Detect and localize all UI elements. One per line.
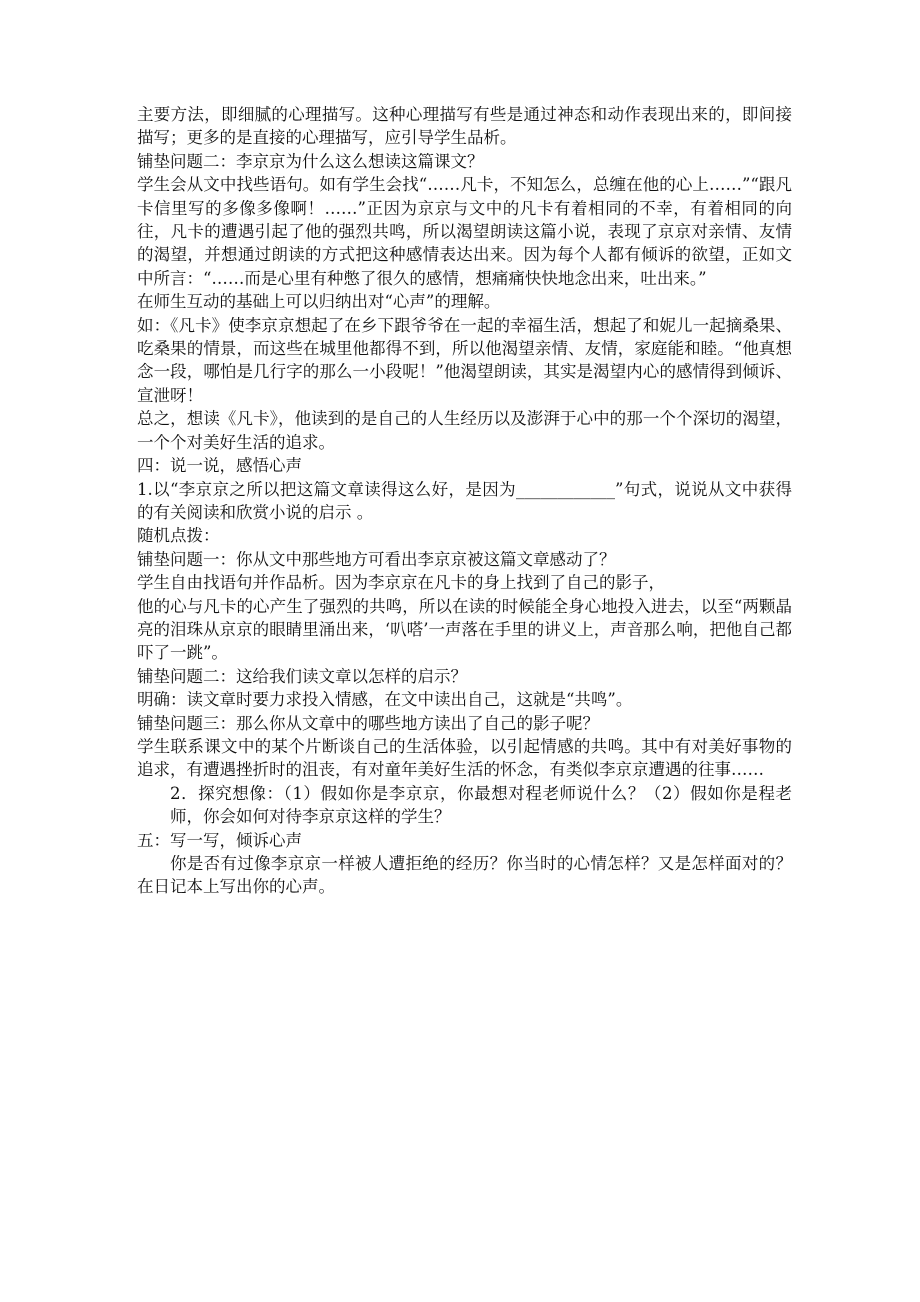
exercise-two: 2．探究想像：（1）假如你是李京京，你最想对程老师说什么？（2）假如你是程老师，你会如何对待李京京这样的学生？ — [170, 783, 792, 827]
question-two-inspiration: 铺垫问题二：这给我们读文章以怎样的启示？ — [137, 666, 467, 686]
paragraph-student-analysis-intro: 学生自由找语句并作品析。因为李京京在凡卡的身上找到了自己的影子， — [137, 573, 665, 593]
paragraph-resonance: 他的心与凡卡的心产生了强烈的共鸣，所以在读的时候能全身心地投入进去，以至“两颗晶亮的泪珠从京京的眼睛里涌出来，‘叭嗒’一声落在手里的讲义上，声音那么响，把他自己都吓了一跳”。 — [137, 596, 792, 663]
paragraph-clarify: 明确：读文章时要力求投入情感，在文中读出自己，这就是“共鸣”。 — [137, 690, 633, 710]
paragraph-student-quotes: 学生会从文中找些语句。如有学生会找“……凡卡，不知怎么，总缠在他的心上……”“跟凡卡信里写的多像多像啊！……”正因为京京与文中的凡卡有着相同的不幸，有着相同的向往，凡卡的遭遇引起了他的强烈共鸣，所以渴望朗读这篇小说，表现了京京对亲情、友情的渴望，并想通过朗读的方式把这种感情表达出来。因为每个人都有倾诉的欲望，正如文中所言：“……而是心里有种憋了很久的感情，想痛痛快快地念出来，吐出来。” — [137, 175, 792, 288]
paragraph-conclusion: 总之，想读《凡卡》，他读到的是自己的人生经历以及澎湃于心中的那一个个深切的渴望，一个个对美好生活的追求。 — [137, 409, 792, 452]
question-three-heading: 铺垫问题三：那么你从文章中的哪些地方读出了自己的影子呢？ — [137, 713, 599, 733]
question-two-heading: 铺垫问题二：李京京为什么这么想读这篇课文？ — [137, 151, 484, 171]
section-five-heading: 五：写一写，倾诉心声 — [137, 830, 302, 850]
paragraph-diary-task: 你是否有过像李京京一样被人遭拒绝的经历？你当时的心情怎样？又是怎样面对的？在日记本上写出你的心声。 — [137, 854, 792, 897]
paragraph-example: 如：《凡卡》使李京京想起了在乡下跟爷爷在一起的幸福生活，想起了和妮儿一起摘桑果、吃桑果的情景，而这些在城里他都得不到，所以他渴望亲情、友情，家庭能和睦。“他真想念一段，哪怕是几行字的那么一小段呢！”他渴望朗读，其实是渴望内心的感情得到倾诉、宣泄呀！ — [137, 315, 792, 405]
question-one-heading: 铺垫问题一：你从文中那些地方可看出李京京被这篇文章感动了？ — [137, 549, 616, 569]
paragraph-summary-voice: 在师生互动的基础上可以归纳出对“心声”的理解。 — [137, 292, 501, 312]
paragraph-life-experience: 学生联系课文中的某个片断谈自己的生活体验，以引起情感的共鸣。其中有对美好事物的追求，有遭遇挫折时的沮丧，有对童年美好生活的怀念，有类似李京京遭遇的往事…… — [137, 736, 792, 780]
random-guidance-label: 随机点拨： — [137, 526, 220, 546]
paragraph-psychological-description: 主要方法，即细腻的心理描写。这种心理描写有些是通过神态和动作表现出来的，即间接描写；更多的是直接的心理描写，应引导学生品析。 — [137, 105, 792, 148]
section-four-heading: 四：说一说，感悟心声 — [137, 456, 302, 476]
exercise-one: 1.以“李京京之所以把这篇文章读得这么好，是因为____________”句式，说说从文中获得的有关阅读和欣赏小说的启示 。 — [137, 479, 792, 522]
